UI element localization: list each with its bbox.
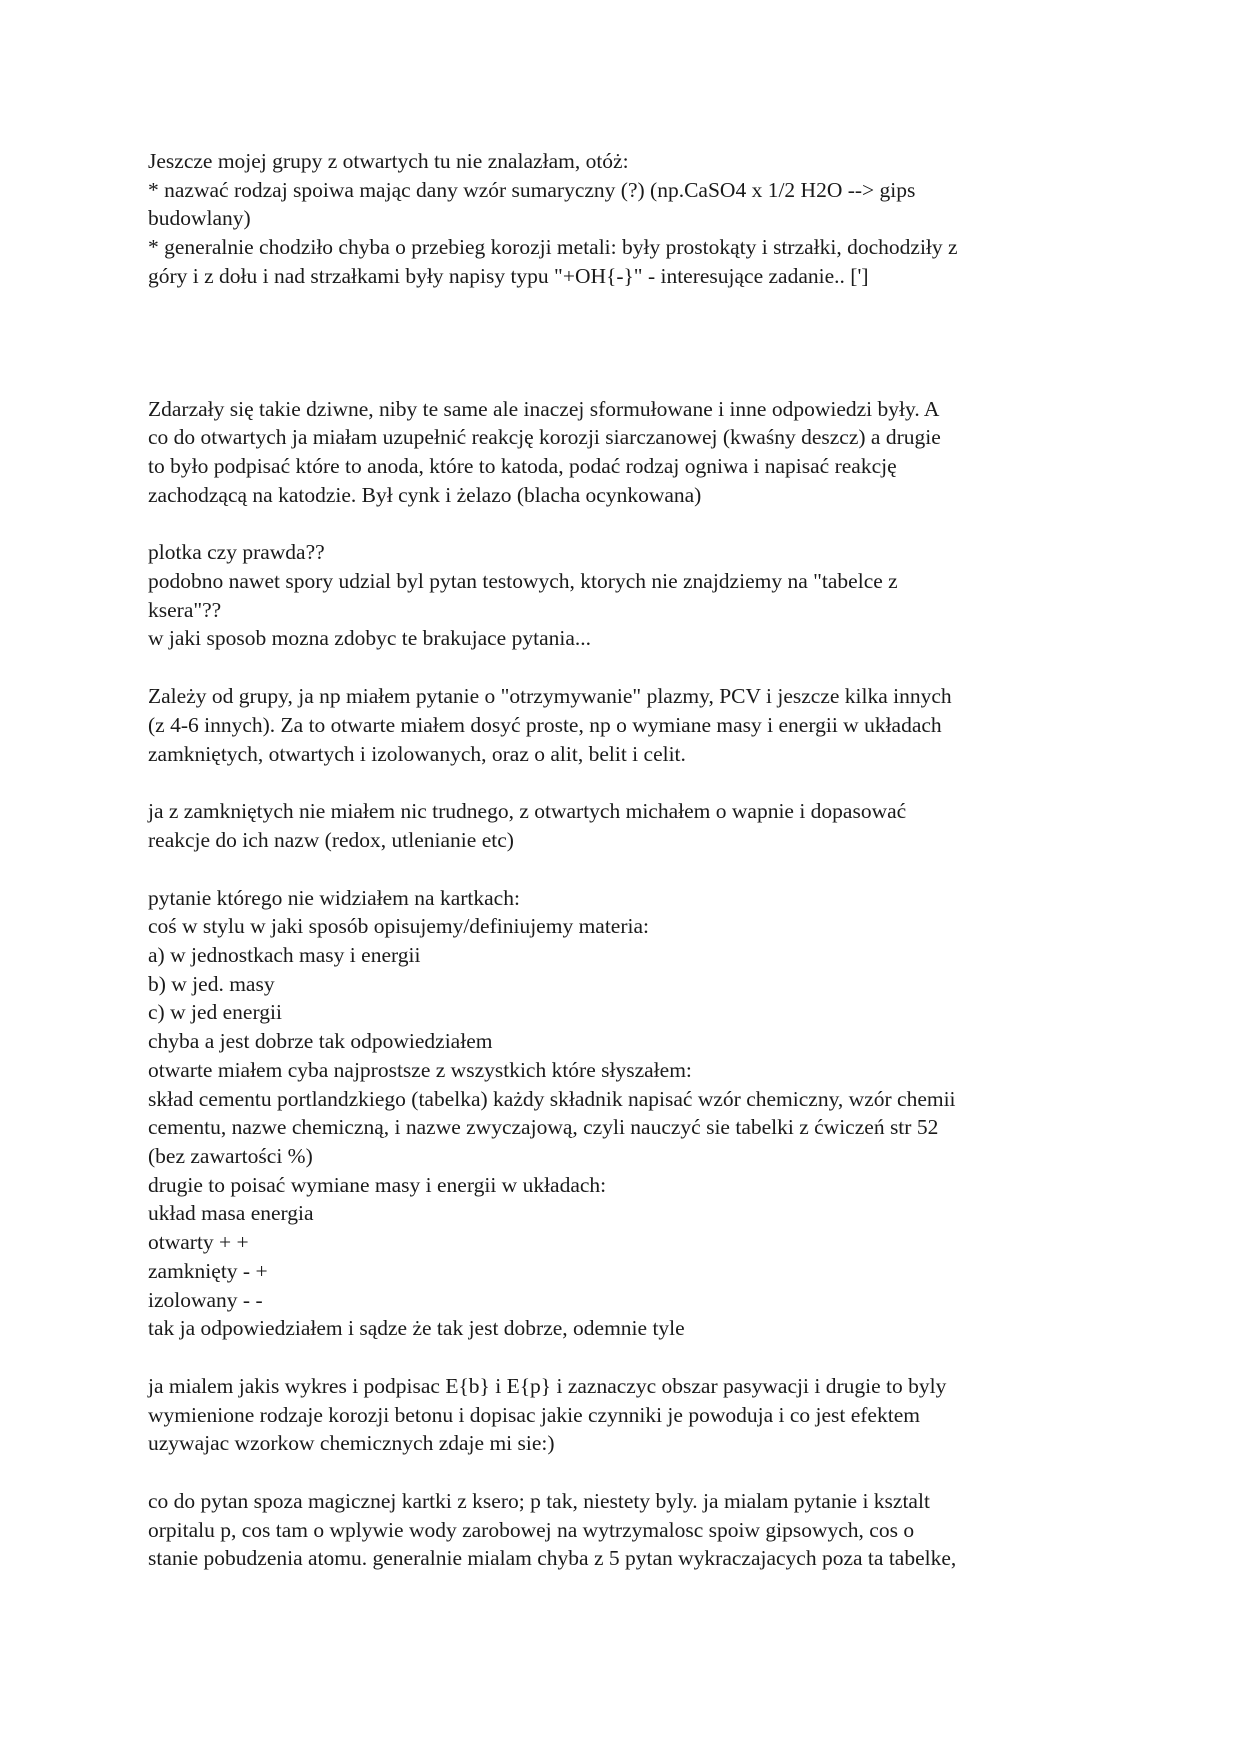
text-line: to było podpisać które to anoda, które to katoda, podać rodzaj ogniwa i napisać reakcję	[148, 453, 897, 478]
text-line: chyba a jest dobrze tak odpowiedziałem	[148, 1029, 493, 1054]
text-line: Zdarzały się takie dziwne, niby te same ale inaczej sformułowane i inne odpowiedzi były. A	[148, 396, 940, 421]
text-line: (z 4-6 innych). Za to otwarte miałem dosyć proste, np o wymiane masy i energii w układach	[148, 712, 942, 737]
text-line: b) w jed. masy	[148, 971, 275, 996]
paragraph-5	[148, 797, 1096, 854]
text-line: Jeszcze mojej grupy z otwartych tu nie znalazłam, otóż:	[148, 149, 629, 173]
text-line: skład cementu portlandzkiego (tabelka) każdy składnik napisać wzór chemiczny, wzór chemii	[148, 1086, 956, 1111]
text-line: wymienione rodzaje korozji betonu i dopisac jakie czynniki je powoduja i co jest efektem	[148, 1402, 920, 1427]
text-line: * generalnie chodziło chyba o przebieg korozji metali: były prostokąty i strzałki, dochodziły z	[148, 235, 958, 260]
paragraph-spacer	[148, 768, 1096, 797]
paragraph-8	[148, 1487, 1096, 1573]
paragraph-7	[148, 1372, 1096, 1458]
text-line: w jaki sposob mozna zdobyc te brakujace pytania...	[148, 626, 591, 651]
text-line: plotka czy prawda??	[148, 540, 325, 565]
text-line: orpitalu p, cos tam o wplywie wody zarobowej na wytrzymalosc spoiw gipsowych, cos o	[148, 1517, 915, 1542]
text-line: uzywajac wzorkow chemicznych zdaje mi sie:)	[148, 1431, 555, 1456]
text-line: stanie pobudzenia atomu. generalnie mialam chyba z 5 pytan wykraczajacych poza ta tabelke,	[148, 1546, 957, 1571]
paragraph-spacer	[148, 291, 1096, 395]
text-line: układ masa energia	[148, 1201, 314, 1226]
text-line: c) w jed energii	[148, 1000, 282, 1025]
text-line: ja z zamkniętych nie miałem nic trudnego, z otwartych michałem o wapnie i dopasować	[148, 799, 907, 824]
text-line: coś w stylu w jaki sposób opisujemy/definiujemy materia:	[148, 914, 649, 939]
paragraph-4	[148, 682, 1096, 768]
text-line: ksera"??	[148, 597, 222, 622]
paragraph-2	[148, 395, 1096, 510]
text-line: zamkniętych, otwartych i izolowanych, oraz o alit, belit i celit.	[148, 741, 686, 766]
text-line: góry i z dołu i nad strzałkami były napisy typu "+OH{-}" - interesujące zadanie.. [']	[148, 263, 869, 288]
text-line: tak ja odpowiedziałem i sądze że tak jest dobrze, odemnie tyle	[148, 1316, 685, 1341]
document-body	[148, 147, 1096, 1573]
paragraph-3	[148, 538, 1096, 653]
text-line: pytanie którego nie widziałem na kartkach:	[148, 885, 520, 910]
paragraph-6	[148, 884, 1096, 1343]
paragraph-spacer	[148, 1343, 1096, 1372]
text-line: reakcje do ich nazw (redox, utlenianie etc)	[148, 827, 514, 852]
text-line: otwarte miałem cyba najprostsze z wszystkich które słyszałem:	[148, 1057, 692, 1082]
text-line: co do pytan spoza magicznej kartki z ksero; p tak, niestety byly. ja mialam pytanie i ksztalt	[148, 1489, 930, 1514]
text-line: budowlany)	[148, 206, 251, 231]
text-line: co do otwartych ja miałam uzupełnić reakcję korozji siarczanowej (kwaśny deszcz) a drugie	[148, 425, 941, 450]
text-line: zachodzącą na katodzie. Był cynk i żelazo (blacha ocynkowana)	[148, 482, 702, 507]
text-line: otwarty + +	[148, 1230, 249, 1255]
text-line: * nazwać rodzaj spoiwa mając dany wzór sumaryczny (?) (np.CaSO4 x 1/2 H2O --> gips	[148, 177, 916, 202]
text-line: zamknięty - +	[148, 1258, 268, 1283]
text-line: izolowany - -	[148, 1287, 263, 1312]
paragraph-spacer	[148, 509, 1096, 538]
paragraph-spacer	[148, 653, 1096, 682]
text-line: a) w jednostkach masy i energii	[148, 943, 421, 968]
paragraph-spacer	[148, 1458, 1096, 1487]
text-line: podobno nawet spory udzial byl pytan testowych, ktorych nie znajdziemy na "tabelce z	[148, 569, 898, 594]
text-line: ja mialem jakis wykres i podpisac E{b} i E{p} i zaznaczyc obszar pasywacji i drugie to byly	[148, 1373, 947, 1398]
text-line: Zależy od grupy, ja np miałem pytanie o "otrzymywanie" plazmy, PCV i jeszcze kilka innych	[148, 684, 952, 709]
paragraph-spacer	[148, 855, 1096, 884]
paragraph-1	[148, 147, 1096, 291]
text-line: cementu, nazwe chemiczną, i nazwe zwyczajową, czyli nauczyć sie tabelki z ćwiczeń str 52	[148, 1115, 939, 1140]
text-line: drugie to poisać wymiane masy i energii w układach:	[148, 1172, 607, 1197]
text-line: (bez zawartości %)	[148, 1143, 313, 1168]
